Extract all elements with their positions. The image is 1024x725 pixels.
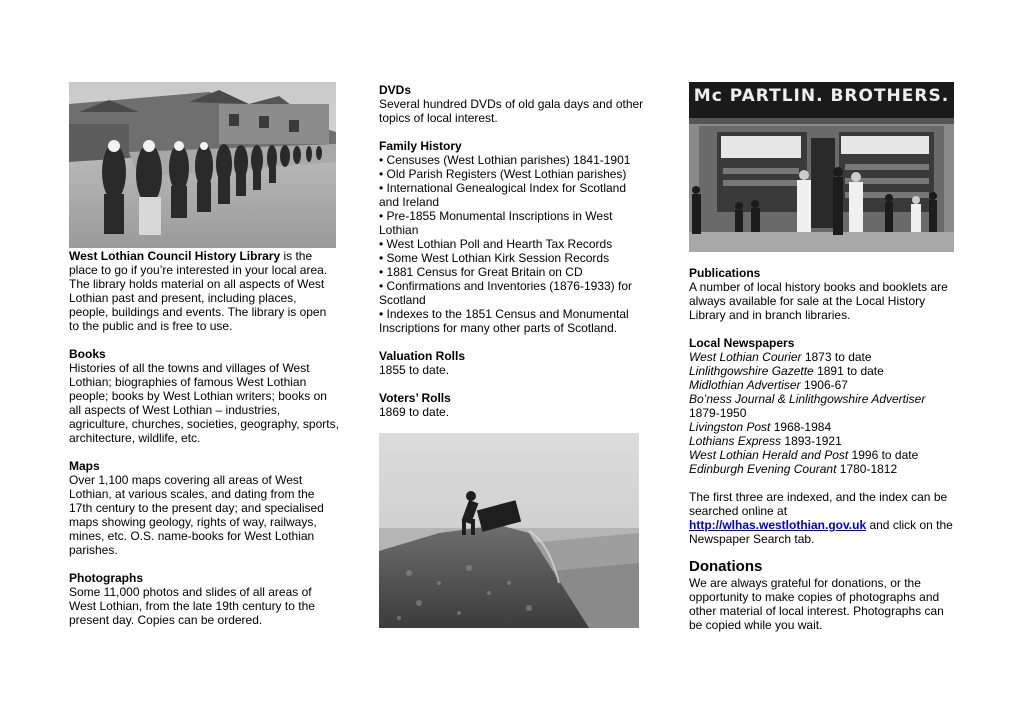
newspaper-dates: 1780-1812	[836, 462, 898, 476]
newspaper-title: Bo’ness Journal & Linlithgowshire Advertiser	[689, 392, 926, 406]
books-text: Histories of all the towns and villages of West Lothian; biographies of famous West Lothian people; books by West Lothian writers; books on all aspects of West Lothian – industries, agriculture, churches, societies, geography, sports, architecture, wildlife, etc.	[69, 361, 339, 445]
maps-heading: Maps	[69, 459, 100, 473]
photographs-text: Some 11,000 photos and slides of all areas of West Lothian, from the late 19th century to the present day. Copies can be ordered.	[69, 585, 315, 627]
photographs-heading: Photographs	[69, 571, 143, 585]
column-middle	[379, 83, 649, 628]
newspaper-dates: 1968-1984	[770, 420, 832, 434]
publications-heading: Publications	[689, 266, 761, 280]
newspaper-index-link[interactable]: http://wlhas.westlothian.gov.uk	[689, 518, 867, 532]
family-history-section	[379, 139, 649, 335]
newspaper-entry	[689, 378, 959, 392]
newspaper-dates: 1996 to date	[848, 448, 919, 462]
newspaper-entry	[689, 392, 959, 420]
dvds-heading: DVDs	[379, 83, 412, 97]
shop-sign: Mc PARTLIN. BROTHERS.	[693, 86, 950, 106]
family-history-item: • Confirmations and Inventories (1876-1933) for Scotland	[379, 279, 633, 307]
newspaper-dates: 1893-1921	[781, 434, 842, 448]
voters-rolls-heading: Voters’ Rolls	[379, 391, 451, 405]
valuation-rolls-heading: Valuation Rolls	[379, 349, 466, 363]
voters-rolls-section	[379, 391, 649, 419]
family-history-item: • 1881 Census for Great Britain on CD	[379, 265, 583, 279]
donations-text: We are always grateful for donations, or the opportunity to make copies of photographs and other material of local interest. Photographs can be copied while you wait.	[689, 576, 944, 632]
books-heading: Books	[69, 347, 106, 361]
publications-text: A number of local history books and booklets are always available for sale at the Local History Library and in branch libraries.	[689, 280, 948, 322]
column-right	[689, 82, 959, 646]
index-paragraph	[689, 490, 959, 546]
newspaper-dates: 1906-67	[800, 378, 848, 392]
maps-text: Over 1,100 maps covering all areas of West Lothian, at various scales, and dating from the 17th century to the present day; and specialised maps showing geology, rights of way, railways, mines, etc. O.S. name-books for West Lothian parishes.	[69, 473, 324, 557]
column-left	[69, 82, 339, 641]
newspaper-entry	[689, 420, 959, 434]
newspaper-title: Lothians Express	[689, 434, 782, 448]
newspaper-entry	[689, 462, 959, 476]
newspaper-title: West Lothian Herald and Post	[689, 448, 849, 462]
shopfront-photo	[689, 82, 954, 252]
newspaper-dates: 1891 to date	[813, 364, 884, 378]
newspaper-entry	[689, 434, 959, 448]
books-section	[69, 347, 339, 445]
family-history-item: • West Lothian Poll and Hearth Tax Records	[379, 237, 613, 251]
intro-text: is the place to go if you’re interested in your local area. The library holds material on all aspects of West Lothian past and present, including places, people, buildings and events. The library is open to the public and is free to use.	[69, 249, 328, 333]
newspaper-entry	[689, 364, 959, 378]
family-history-item: • Censuses (West Lothian parishes) 1841-1901	[379, 153, 631, 167]
donations-section	[689, 558, 959, 632]
voters-rolls-text: 1869 to date.	[379, 405, 450, 419]
newspaper-title: Midlothian Advertiser	[689, 378, 801, 392]
family-history-item: • Pre-1855 Monumental Inscriptions in West Lothian	[379, 209, 613, 237]
newspaper-title: Edinburgh Evening Courant	[689, 462, 837, 476]
valuation-rolls-section	[379, 349, 649, 377]
family-history-item: • International Genealogical Index for Scotland and Ireland	[379, 181, 627, 209]
newspaper-dates: 1879-1950	[689, 406, 747, 420]
newspaper-dates: 1873 to date	[801, 350, 872, 364]
donations-heading: Donations	[689, 558, 763, 575]
newspaper-entry	[689, 350, 959, 364]
photographs-section	[69, 571, 339, 627]
newspaper-entry	[689, 448, 959, 462]
newspaper-title: Linlithgowshire Gazette	[689, 364, 814, 378]
index-text-end: and click on the Newspaper Search tab.	[689, 518, 953, 546]
shale-bing-photo	[379, 433, 639, 628]
newspaper-title: Livingston Post	[689, 420, 771, 434]
street-procession-photo	[69, 82, 336, 248]
index-text: The first three are indexed, and the index can be searched online at	[689, 490, 948, 518]
valuation-rolls-text: 1855 to date.	[379, 363, 450, 377]
library-name: West Lothian Council History Library	[69, 249, 281, 263]
family-history-heading: Family History	[379, 139, 462, 153]
family-history-item: • Some West Lothian Kirk Session Records	[379, 251, 610, 265]
newspapers-section	[689, 336, 959, 476]
newspapers-heading: Local Newspapers	[689, 336, 795, 350]
newspaper-title: West Lothian Courier	[689, 350, 802, 364]
family-history-item: • Old Parish Registers (West Lothian parishes)	[379, 167, 627, 181]
dvds-text: Several hundred DVDs of old gala days and other topics of local interest.	[379, 97, 644, 125]
intro-paragraph	[69, 249, 339, 333]
maps-section	[69, 459, 339, 557]
family-history-item: • Indexes to the 1851 Census and Monumental Inscriptions for many other parts of Scotland.	[379, 307, 629, 335]
publications-section	[689, 266, 959, 322]
dvds-section	[379, 83, 649, 125]
